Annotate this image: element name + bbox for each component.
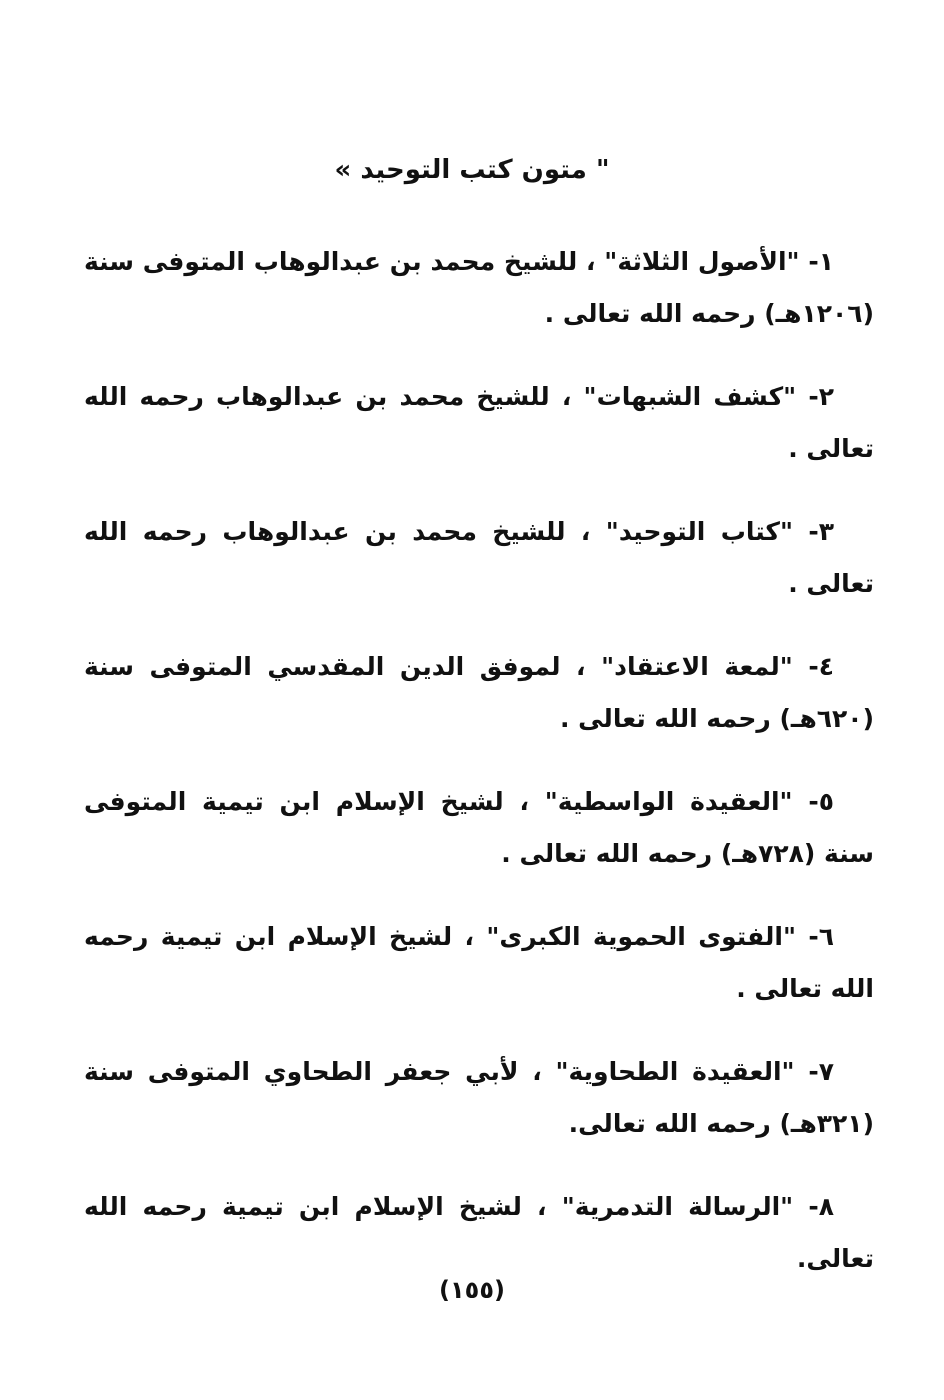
book-list bbox=[84, 236, 874, 1316]
list-item: ١- "الأصول الثلاثة" ، للشيخ محمد بن عبدالوهاب المتوفى سنة (١٢٠٦هـ) رحمه الله تعالى . bbox=[84, 247, 874, 328]
page-number: (١٥٥) bbox=[439, 1276, 505, 1304]
list-item: ٢- "كشف الشبهات" ، للشيخ محمد بن عبدالوهاب رحمه الله تعالى . bbox=[84, 382, 874, 463]
page-title: " متون كتب التوحيد » bbox=[334, 155, 610, 185]
list-item: ٤- "لمعة الاعتقاد" ، لموفق الدين المقدسي المتوفى سنة (٦٢٠هـ) رحمه الله تعالى . bbox=[84, 652, 874, 733]
list-item: ٥- "العقيدة الواسطية" ، لشيخ الإسلام ابن تيمية المتوفى سنة (٧٢٨هـ) رحمه الله تعالى . bbox=[84, 787, 874, 868]
list-item: ٨- "الرسالة التدمرية" ، لشيخ الإسلام ابن تيمية رحمه الله تعالى. bbox=[84, 1192, 874, 1273]
list-item: ٧- "العقيدة الطحاوية" ، لأبي جعفر الطحاوي المتوفى سنة (٣٢١هـ) رحمه الله تعالى. bbox=[84, 1057, 874, 1138]
list-item: ٦- "الفتوى الحموية الكبرى" ، لشيخ الإسلام ابن تيمية رحمه الله تعالى . bbox=[84, 922, 874, 1003]
list-item: ٣- "كتاب التوحيد" ، للشيخ محمد بن عبدالوهاب رحمه الله تعالى . bbox=[84, 517, 874, 598]
